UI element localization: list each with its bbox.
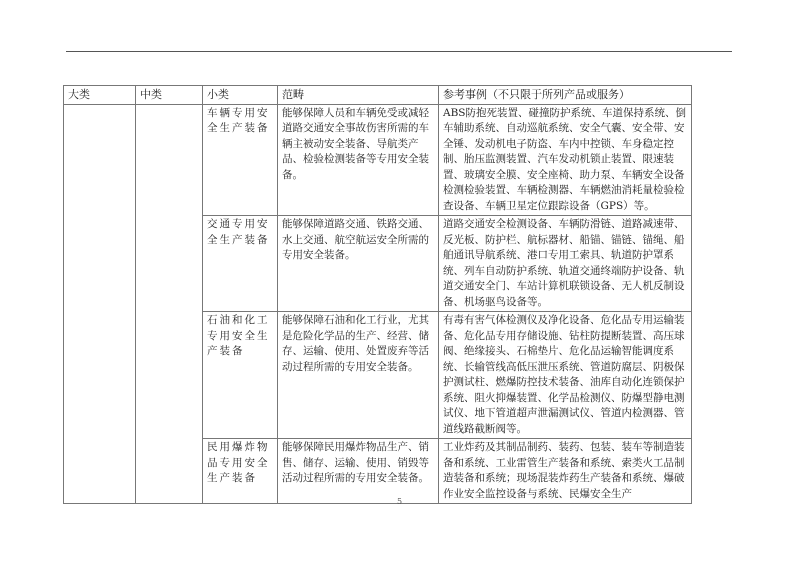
cell-minor: 车辆专用安全生产装备 — [203, 104, 278, 216]
cell-scope: 能够保障道路交通、铁路交通、水上交通、航空航运安全所需的专用安全装备。 — [278, 216, 439, 312]
header-scope: 范畴 — [278, 86, 439, 105]
header-major-category: 大类 — [64, 86, 136, 105]
cell-minor: 交通专用安全生产装备 — [203, 216, 278, 312]
cell-examples: 工业炸药及其制品制药、装药、包装、装车等制造装备和系统、工业雷管生产装备和系统、索类火工品制造装备和系统；现场混装炸药生产装备和系统、爆破作业安全监控设备与系统、民爆安全生产 — [439, 439, 692, 504]
cell-middle — [136, 104, 203, 504]
header-examples: 参考事例（不只限于所列产品或服务） — [439, 86, 692, 105]
header-minor-category: 小类 — [203, 86, 278, 105]
cell-major — [64, 104, 136, 504]
table-header-row — [64, 86, 692, 105]
table-row — [64, 104, 692, 216]
cell-examples: 有毒有害气体检测仪及净化设备、危化品专用运输装备、危化品专用存储设施、钻柱防提断装置、高压球阀、绝缘接头、石棉垫片、危化品运输智能调度系统、长输管线高低压泄压系统、管道防腐层、阴极保护测试柱、燃爆防控技术装备、油库自动化连锁保护系统、阻火抑爆装置、化学品检测仪、防爆型静电测试仪、地下管道超声泄漏测试仪、管道内检测器、管道线路截断阀等。 — [439, 312, 692, 439]
header-middle-category: 中类 — [136, 86, 203, 105]
cell-minor: 民用爆炸物品专用安全生产装备 — [203, 439, 278, 504]
cell-minor: 石油和化工专用安全生产装备 — [203, 312, 278, 439]
header-rule — [66, 51, 732, 52]
cell-scope: 能够保障石油和化工行业，尤其是危险化学品的生产、经营、储存、运输、使用、处置废弃等活动过程所需的专用安全装备。 — [278, 312, 439, 439]
cell-scope: 能够保障人员和车辆免受或减轻道路交通安全事故伤害所需的车辆主被动安全装备、导航类产品、检验检测装备等专用安全装备。 — [278, 104, 439, 216]
equipment-classification-table — [63, 85, 692, 504]
page-number: 5 — [397, 497, 403, 506]
cell-examples: 道路交通安全检测设备、车辆防滑链、道路减速带、反光板、防护栏、航标器材、船锚、锚链、锚绳、船舶通讯导航系统、港口专用工索具、轨道防护罩系统、列车自动防护系统、轨道交通终端防护设备、轨道交通安全门、车站计算机联锁设备、无人机反制设备、机场驱鸟设备等。 — [439, 216, 692, 312]
cell-examples: ABS防抱死装置、碰撞防护系统、车道保持系统、倒车辅助系统、自动巡航系统、安全气囊、安全带、安全锤、发动机电子防盗、车内中控锁、车身稳定控制、胎压监测装置、汽车发动机锁止装置、限速装置、玻璃安全膜、安全座椅、助力泵、车辆安全设备检测检验装置、车辆检测器、车辆燃油消耗量检验检查设备、车辆卫星定位跟踪设备（GPS）等。 — [439, 104, 692, 216]
cell-scope: 能够保障民用爆炸物品生产、销售、储存、运输、使用、销毁等活动过程所需的专用安全装备。 — [278, 439, 439, 504]
